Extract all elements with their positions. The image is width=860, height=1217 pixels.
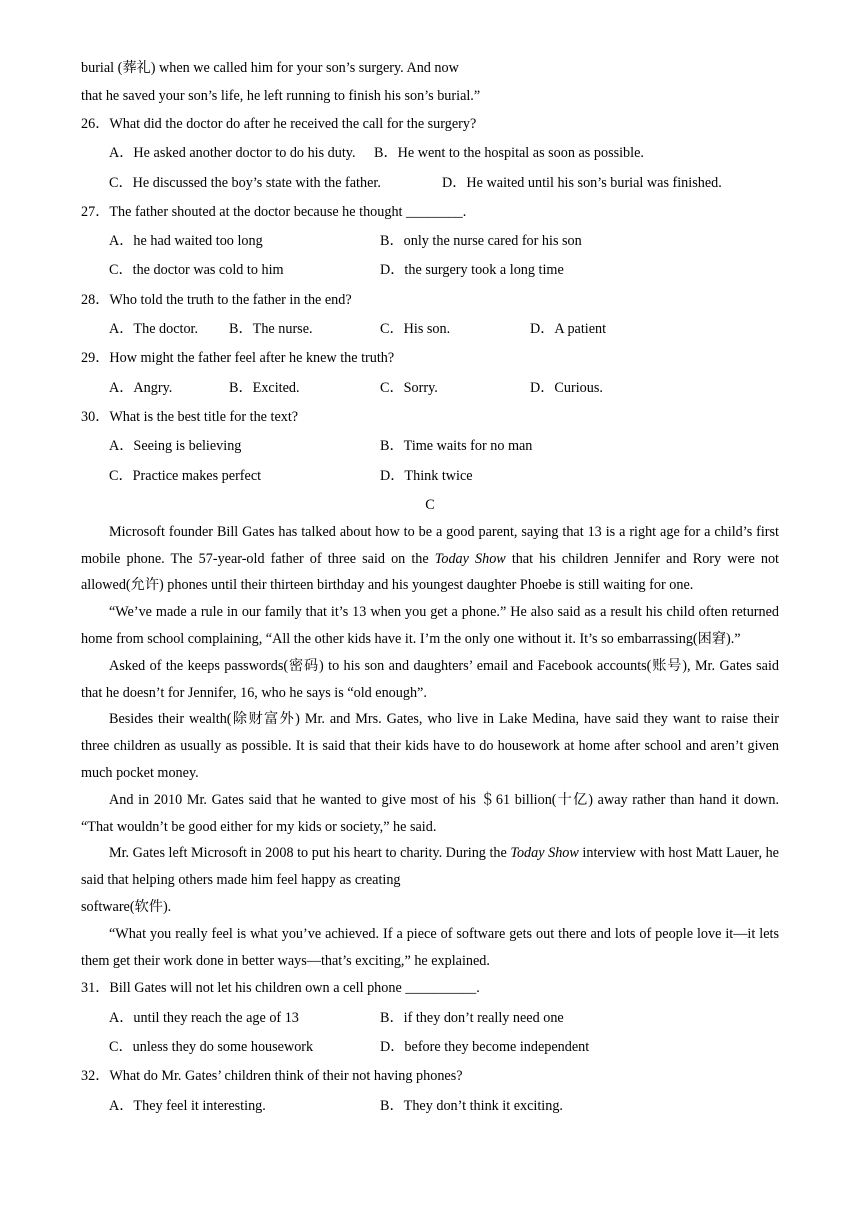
question-31-options-row1 xyxy=(81,1004,779,1033)
question-27-options-row2 xyxy=(81,256,779,285)
question-27-option-a: A．he had waited too long xyxy=(109,233,263,250)
question-27-option-d: D．the surgery took a long time xyxy=(380,262,564,279)
question-30-option-b: B．Time waits for no man xyxy=(380,438,533,455)
question-26-options-row2 xyxy=(81,169,779,198)
question-29-options xyxy=(81,374,779,403)
question-27-option-b: B．only the nurse cared for his son xyxy=(380,233,582,250)
intro-line-2: that he saved your son’s life, he left running to finish his son’s burial.” xyxy=(81,88,481,104)
intro-line-1: burial (葬礼) when we called him for your son’s surgery. And now xyxy=(81,60,459,76)
question-26-options-row1 xyxy=(81,139,779,168)
question-32-options-row1 xyxy=(81,1092,779,1121)
question-30-options-row1 xyxy=(81,432,779,461)
question-28-options xyxy=(81,315,779,344)
question-32-option-a: A．They feel it interesting. xyxy=(109,1097,266,1114)
question-26-option-d: D．He waited until his son’s burial was finished. xyxy=(442,174,722,191)
question-31-option-c: C．unless they do some housework xyxy=(109,1039,314,1055)
question-32-option-b: B．They don’t think it exciting. xyxy=(380,1097,563,1114)
question-30-option-c: C．Practice makes perfect xyxy=(109,467,262,484)
question-26-option-a: A．He asked another doctor to do his duty. xyxy=(109,145,356,162)
question-29-option-d: D．Curious. xyxy=(530,379,603,396)
question-27-options-row1 xyxy=(81,227,779,256)
question-28-stem: 28．Who told the truth to the father in the end? xyxy=(81,291,352,308)
question-27-option-c: C．the doctor was cold to him xyxy=(109,262,284,279)
question-28-option-d: D．A patient xyxy=(530,321,607,338)
question-30-option-d: D．Think twice xyxy=(380,467,473,484)
section-heading-c: C xyxy=(425,496,435,513)
question-28-option-b: B．The nurse. xyxy=(229,321,313,338)
passage-paragraph-5: And in 2010 Mr. Gates said that he wanted to give most of his ＄61 billion(十亿) away rather than hand it down. “That wouldn’t be good either for my kids or society,” he said. xyxy=(81,791,779,835)
question-30-option-a: A．Seeing is believing xyxy=(109,438,242,455)
passage-paragraph-6-continued: software(软件). xyxy=(81,899,172,916)
question-31-option-b: B．if they don’t really need one xyxy=(380,1009,564,1026)
passage-paragraph-2: “We’ve made a rule in our family that it’s 13 when you get a phone.” He also said as a result his child often returned home from school complaining, “All the other kids have it. I’m the only one without it. It’s so embarrassing(困窘).” xyxy=(81,604,779,648)
passage-paragraph-4: Besides their wealth(除财富外) Mr. and Mrs. Gates, who live in Lake Medina, have said they want to raise their three children as usually as possible. It is said that their kids have to do housework at home after school and aren’t given much pocket money. xyxy=(81,711,779,782)
passage-paragraph-3: Asked of the keeps passwords(密码) to his son and daughters’ email and Facebook accounts(账号), Mr. Gates said that he doesn’t for Jennifer, 16, who he says is “old enough”. xyxy=(81,657,779,701)
question-26-stem: 26．What did the doctor do after he received the call for the surgery? xyxy=(81,116,477,132)
question-29-option-a: A．Angry. xyxy=(109,379,173,396)
question-28-option-c: C．His son. xyxy=(380,321,451,338)
passage-paragraph-1: Microsoft founder Bill Gates has talked about how to be a good parent, saying that 13 is a right age for a child’s first mobile phone. The 57-year-old father of three said on the Today Show that his children Jennifer and Rory were not allowed(允许) phones until their thirteen birthday and his youngest daughter Phoebe is still waiting for one. xyxy=(81,523,779,594)
question-31-options-row2 xyxy=(81,1033,779,1062)
question-31-option-a: A．until they reach the age of 13 xyxy=(109,1009,299,1026)
question-31-option-d: D．before they become independent xyxy=(380,1039,590,1055)
document-page xyxy=(81,54,779,1121)
question-30-stem: 30．What is the best title for the text? xyxy=(81,408,299,425)
question-32-stem: 32．What do Mr. Gates’ children think of their not having phones? xyxy=(81,1068,463,1085)
question-26-option-c: C．He discussed the boy’s state with the father. xyxy=(109,174,381,191)
question-26-option-b: B．He went to the hospital as soon as possible. xyxy=(374,145,644,162)
question-29-option-c: C．Sorry. xyxy=(380,379,438,396)
question-27-stem: 27．The father shouted at the doctor because he thought ________. xyxy=(81,203,467,220)
question-30-options-row2 xyxy=(81,462,779,491)
passage-paragraph-7: “What you really feel is what you’ve achieved. If a piece of software gets out there and lots of people love it—it lets them get their work done in better ways—that’s exciting,” he explained. xyxy=(81,925,779,969)
question-29-stem: 29．How might the father feel after he knew the truth? xyxy=(81,350,395,367)
question-28-option-a: A．The doctor. xyxy=(109,321,199,338)
question-31-stem: 31．Bill Gates will not let his children own a cell phone __________. xyxy=(81,980,480,997)
question-29-option-b: B．Excited. xyxy=(229,379,300,396)
passage-paragraph-6: Mr. Gates left Microsoft in 2008 to put his heart to charity. During the Today Show interview with host Matt Lauer, he said that helping others made him feel happy as creating xyxy=(81,845,779,889)
